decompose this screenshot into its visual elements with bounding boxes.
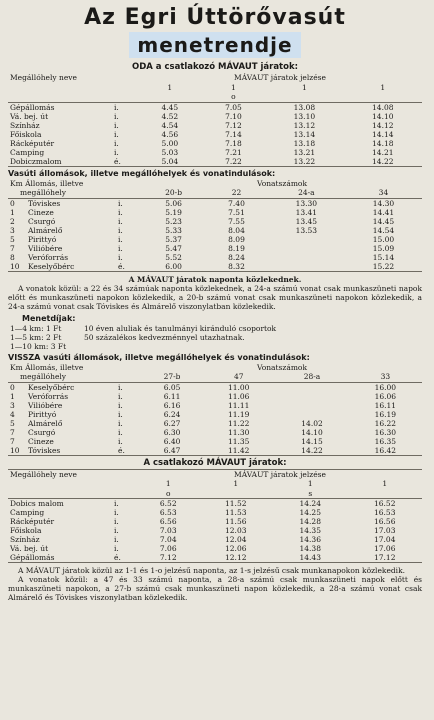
time-cell: 13.45 [295,216,318,226]
time-cell [268,262,345,272]
time-cell: 6.47 [142,446,202,456]
time-cell: 14.02 [301,418,323,428]
time-cell: 4.54 [161,120,179,130]
stop-name: Rácképutér [10,138,55,148]
table-row [8,121,422,130]
vasut1-col-group: Vonatszámok [256,178,307,188]
table-row [8,401,422,410]
time-cell: 7.51 [228,207,245,217]
arr-dep-mark: i. [114,544,119,553]
table-row [8,553,422,563]
time-cell: 16.00 [374,382,397,392]
vissza-bus-code: 1 [165,479,171,488]
stop-name: Csurgó [28,427,56,437]
oda-col-name: Megállóhely neve [10,73,77,82]
arr-dep-mark: i. [114,147,119,157]
table-row [8,508,422,517]
stop-name: Camping [10,508,45,517]
notes1 [8,275,422,311]
time-cell: 11.06 [227,391,250,401]
stop-name: Rácképutér [10,517,55,526]
arr-dep-mark: i. [118,225,123,235]
time-cell: 14.35 [299,526,321,535]
time-cell: 14.41 [372,207,395,217]
time-cell: 14.28 [299,517,321,526]
table-row [8,253,422,262]
time-cell: 6.30 [163,427,181,437]
arr-dep-mark: i. [118,418,123,428]
time-cell: 4.45 [161,102,179,112]
time-cell: 11.19 [227,409,250,419]
time-cell: 5.47 [165,243,182,253]
vissza-bus-subcode [347,489,422,499]
arr-dep-mark: é. [112,157,138,167]
time-cell: 5.06 [165,198,182,208]
page-subtitle: menetrendje [129,32,300,58]
time-cell: 6.56 [159,517,177,526]
stop-name: Gépállomás [8,553,112,563]
time-cell: 6.52 [159,499,177,508]
time-cell: 4.52 [161,111,179,121]
arr-dep-mark: é. [116,446,142,456]
fare-note: 50 százalékos kedvezménnyel utazhatnak. [84,332,245,342]
vissza-code: 33 [349,372,422,382]
arr-dep-mark: i. [114,526,119,535]
fare-item: 1—10 km: 3 Ft [10,341,67,351]
table-row [8,419,422,428]
stop-name: Színház [10,535,40,544]
table-row [8,410,422,419]
time-cell: 6.24 [163,409,181,419]
table-row [8,392,422,401]
table-row [8,235,422,244]
time-cell: 6.53 [159,508,177,517]
note-paragraph: A vonatok közül: a 47 és 33 számú naponta, a 28-a számú csak munkaszüneti napok előtt és munkaszüneti napokon, a 27-b számú csak munkaszüneti napon közlekedik, a 28-a számú vonat csak Almárelő és Tóviskes viszonylatban közlekedik. [8,575,422,602]
table-row [8,148,422,157]
time-cell: 14.22 [344,157,422,167]
stop-name: Camping [10,147,45,157]
time-cell: 16.53 [374,508,396,517]
time-cell: 7.14 [225,129,242,139]
time-cell: 11.52 [225,499,247,508]
time-cell: 17.12 [347,553,422,563]
vasut1-code: 34 [345,188,422,198]
time-cell: 7.05 [225,102,242,112]
time-cell: 12.03 [225,526,247,535]
arr-dep-mark: i. [114,138,119,148]
time-cell: 4.56 [161,129,179,139]
oda-subcode [138,92,202,102]
time-cell: 12.12 [199,553,273,563]
time-cell [268,244,345,253]
vasut1-code: 20-b [142,188,205,198]
time-cell: 7.12 [225,120,242,130]
time-cell: 5.23 [165,216,182,226]
time-cell: 5.19 [165,207,182,217]
arr-dep-mark: i. [114,111,119,121]
table-row [8,437,422,446]
table-row [8,217,422,226]
time-cell: 5.33 [165,225,182,235]
stop-name: Vilióbére [28,400,63,410]
km-cell: 10 [8,262,26,272]
note-paragraph: A MÁVAUT járatok naponta közlekednek. [128,274,302,284]
vissza-code: 27-b [142,372,202,382]
table-row [8,499,422,509]
stop-name: Főiskola [10,526,42,535]
stop-name: Vá. bej. út [10,544,49,553]
time-cell: 13.14 [293,129,316,139]
time-cell: 5.00 [161,138,179,148]
stop-name: Veróforrás [28,252,69,262]
time-cell: 14.10 [301,427,323,437]
time-cell: 14.43 [273,553,347,563]
time-cell: 14.38 [299,544,321,553]
time-cell: 14.15 [301,436,323,446]
time-cell: 12.04 [225,535,247,544]
arr-dep-mark: i. [114,499,119,508]
stop-name: Dobiczmalom [8,157,112,167]
km-cell: 7 [10,427,15,437]
time-cell: 7.55 [228,216,245,226]
time-cell: 7.06 [159,544,177,553]
time-cell: 13.30 [295,198,318,208]
subtitle-wrap [8,32,422,60]
time-cell: 14.45 [372,216,395,226]
time-cell: 14.18 [372,138,394,148]
vasut1-col-stop: megállóhely [8,188,116,198]
stop-name: Csurgó [28,216,56,226]
vissza-bus-subcode: o [138,489,199,499]
table-row [8,526,422,535]
time-cell: 14.25 [299,508,321,517]
km-cell: 2 [10,216,15,226]
time-cell: 8.09 [228,234,245,244]
vissza-bus-subcode: s [273,489,347,499]
time-cell: 6.05 [163,382,181,392]
table-row [8,198,422,208]
arr-dep-mark: i. [118,436,123,446]
time-cell: 16.19 [374,409,397,419]
km-cell: 3 [10,400,15,410]
time-cell: 14.36 [299,535,321,544]
arr-dep-mark: i. [118,243,123,253]
vissza-bus-col-name: Megállóhely neve [8,469,112,479]
arr-dep-mark: i. [118,427,123,437]
time-cell: 5.37 [165,234,182,244]
time-cell [268,235,345,244]
oda-col-group: MÁVAUT járatok jelzése [234,73,326,82]
arr-dep-mark: i. [114,517,119,526]
stop-name: Almárelő [28,418,63,428]
arr-dep-mark: é. [116,262,142,272]
table-row [8,446,422,456]
arr-dep-mark: i. [114,102,119,112]
stop-name: Vilióbére [28,243,63,253]
time-cell: 8.04 [228,225,245,235]
vissza-col-group: Vonatszámok [256,362,307,372]
time-cell: 8.24 [228,252,245,262]
km-cell: 1 [10,207,15,217]
arr-dep-mark: é. [112,553,138,563]
table-row [8,262,422,272]
time-cell: 14.24 [299,499,321,508]
time-cell: 11.22 [227,418,250,428]
time-cell: 12.06 [225,544,247,553]
time-cell: 15.00 [372,234,395,244]
time-cell: 11.11 [227,400,250,410]
time-cell: 11.30 [227,427,250,437]
oda-table [8,73,422,167]
arr-dep-mark: i. [118,400,123,410]
vasut1-col-km: Km Állomás, illetve [10,178,84,188]
vissza-col-km: Km Állomás, illetve [10,362,84,372]
km-cell: 10 [8,446,26,456]
time-cell: 13.10 [293,111,316,121]
time-cell: 13.53 [295,225,318,235]
km-cell: 0 [10,382,15,392]
time-cell: 17.04 [374,535,396,544]
km-cell: 4 [10,409,15,419]
vissza-code: 47 [202,372,275,382]
time-cell: 13.08 [293,102,316,112]
fare-item: 1—5 km: 2 Ft [10,332,62,342]
vasut1-heading: Vasúti állomások, illetve megállóhelyek és vonatindulások: [8,168,276,178]
time-cell: 14.10 [372,111,394,121]
time-cell: 11.42 [202,446,275,456]
time-cell: 14.22 [275,446,348,456]
oda-subcodes-row [8,92,422,102]
fares-heading: Menetdíjak: [22,313,76,323]
stop-name: Színház [10,120,40,130]
oda-heading: ODA a csatlakozó MÁVAUT járatok: [131,62,299,72]
km-cell: 7 [10,436,15,446]
time-cell: 16.42 [349,446,422,456]
time-cell: 13.21 [293,147,316,157]
fare-note [82,342,422,351]
table-row [8,112,422,121]
oda-subcode: o [202,92,266,102]
time-cell: 7.03 [159,526,177,535]
time-cell: 16.35 [374,436,397,446]
oda-code: 1 [231,82,236,92]
time-cell: 16.22 [374,418,397,428]
time-cell: 7.40 [228,198,245,208]
time-cell: 14.14 [372,129,394,139]
time-cell: 16.52 [374,499,396,508]
stop-name: Veróforrás [28,391,69,401]
vissza-bus-code: 1 [233,479,239,488]
time-cell: 15.14 [372,252,395,262]
note-paragraph: A vonatok közül: a 22 és 34 számúak naponta közlekednek, a 24-a számú vonat csak munkaszüneti napok előtt és munkaszüneti napokon közlekedik, a 20-b számú vonat csak munkaszüneti napokon közlekedik, a 24-a számú vonat csak Tóviskes és Almárelő viszonylatban közlekedik. [8,283,422,311]
time-cell: 6.27 [163,418,181,428]
km-cell: 5 [10,234,15,244]
stop-name: Tóviskes [28,198,61,208]
time-cell: 6.00 [142,262,205,272]
oda-codes-row [8,83,422,93]
arr-dep-mark: i. [118,382,123,392]
table-row [8,102,422,112]
time-cell: 13.18 [293,138,316,148]
stop-name: Pirittyó [28,234,57,244]
km-cell: 3 [10,225,15,235]
table-row [8,130,422,139]
time-cell: 8.32 [205,262,268,272]
time-cell: 14.12 [372,120,394,130]
time-cell: 16.30 [374,427,397,437]
arr-dep-mark: i. [114,508,119,517]
vissza-bus-code: 1 [307,479,313,488]
time-cell: 7.21 [225,147,242,157]
time-cell: 14.08 [372,102,394,112]
table-row [8,535,422,544]
table-row [8,139,422,148]
km-cell: 5 [10,418,15,428]
arr-dep-mark: i. [114,120,119,130]
time-cell: 5.04 [138,157,202,167]
time-cell [275,382,348,392]
time-cell: 11.53 [225,508,247,517]
table-row [8,382,422,392]
time-cell: 14.21 [372,147,394,157]
oda-subcode [344,92,422,102]
table-row [8,157,422,167]
time-cell: 14.30 [372,198,395,208]
time-cell: 16.11 [374,400,397,410]
table-row [8,428,422,437]
stop-name: Vá. bej. út [10,111,49,121]
arr-dep-mark: i. [118,207,123,217]
time-cell: 7.10 [225,111,242,121]
fare-item: 1—4 km: 1 Ft [10,323,62,333]
time-cell: 8.19 [228,243,245,253]
vasut1-table [8,179,422,272]
time-cell: 13.12 [293,120,316,130]
time-cell: 11.56 [225,517,247,526]
stop-name: Cineze [28,436,54,446]
time-cell [275,410,348,419]
stop-name: Tóviskes [26,446,116,456]
arr-dep-mark: i. [118,198,123,208]
vissza-bus-table [8,469,422,564]
time-cell: 6.11 [163,391,181,401]
note-paragraph: A MÁVAUT járatok közül az 1-1 és 1-o jelzésű naponta, az 1-s jelzésű csak munkanapokon közlekedik. [18,566,406,575]
vissza-bus-heading: A csatlakozó MÁVAUT járatok: [143,457,287,468]
page-title: Az Egri Úttörővasút [84,5,346,30]
time-cell: 7.18 [225,138,242,148]
time-cell: 14.54 [372,225,395,235]
time-cell: 5.52 [165,252,182,262]
vissza-bus-code: 1 [382,479,388,488]
fare-note: 10 éven aluliak és tanulmányi kiránduló csoportok [84,323,277,333]
oda-code: 1 [301,82,307,92]
time-cell: 11.00 [227,382,250,392]
time-cell: 16.56 [374,517,396,526]
stop-name: Keselyőbérc [26,262,116,272]
time-cell: 7.12 [138,553,199,563]
oda-code: 1 [380,82,386,92]
time-cell: 15.09 [372,243,395,253]
km-cell: 8 [10,252,15,262]
time-cell [275,392,348,401]
vissza-col-stop: megállóhely [8,372,116,382]
time-cell: 16.06 [374,391,397,401]
time-cell: 13.22 [265,157,343,167]
time-cell: 7.22 [202,157,266,167]
stop-name: Dobics malom [10,499,64,508]
arr-dep-mark: i. [114,129,119,139]
vissza-code: 28-a [275,372,348,382]
time-cell [268,253,345,262]
stop-name: Almárelő [28,225,63,235]
oda-subcode [265,92,343,102]
vissza-table [8,363,422,456]
km-cell: 7 [10,243,15,253]
time-cell: 5.03 [161,147,179,157]
time-cell: 17.03 [374,526,396,535]
time-cell: 11.35 [227,436,250,446]
time-cell: 17.06 [374,544,396,553]
time-cell: 15.22 [345,262,422,272]
time-cell [275,401,348,410]
time-cell: 7.04 [159,535,177,544]
stop-name: Főiskola [10,129,42,139]
stop-name: Keselyőbérc [28,382,75,392]
vasut1-code: 22 [205,188,268,198]
time-cell: 6.40 [163,436,181,446]
arr-dep-mark: i. [118,216,123,226]
vissza-bus-subcode [199,489,273,499]
oda-code: 1 [167,82,173,92]
arr-dep-mark: i. [118,252,123,262]
table-row [8,208,422,217]
km-cell: 1 [10,391,15,401]
vasut1-code: 24-a [268,188,345,198]
table-row [8,226,422,235]
table-row [8,544,422,553]
time-cell: 13.41 [295,207,318,217]
time-cell: 6.16 [163,400,181,410]
arr-dep-mark: i. [118,234,123,244]
notes2 [8,566,422,602]
fares [8,314,422,351]
stop-name: Gépállomás [10,102,55,112]
arr-dep-mark: i. [114,535,119,544]
stop-name: Cineze [28,207,54,217]
table-row [8,244,422,253]
oda-header-row [8,73,422,83]
arr-dep-mark: i. [118,391,123,401]
fares-table [8,324,422,351]
table-row [8,517,422,526]
km-cell: 0 [10,198,15,208]
arr-dep-mark: i. [118,409,123,419]
vissza-heading: VISSZA vasúti állomások, illetve megállóhelyek és vonatindulások: [8,352,310,362]
stop-name: Pirittyó [28,409,57,419]
vissza-bus-col-group: MÁVAUT járatok jelzése [138,469,422,479]
